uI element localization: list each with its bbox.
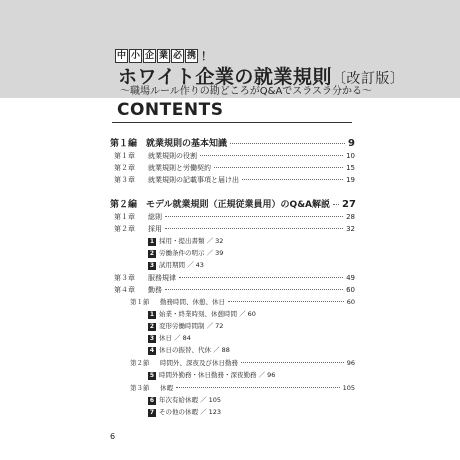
question-title: 休日 ／ 84 [159,334,191,342]
chapter-title: 就業規則と労働契約 [148,164,211,172]
question-number: 6 [149,397,155,404]
page-ref: 96 [346,359,355,367]
toc-question[interactable] [148,260,348,270]
chapter-title: 総則 [148,213,162,221]
toc-chapter[interactable] [110,212,355,222]
toc-question[interactable] [148,345,348,355]
toc-part[interactable] [110,197,355,210]
series-char: 中 [116,51,126,61]
leader-dots [165,228,343,229]
page-ref: 9 [348,138,355,149]
toc-chapter[interactable] [110,285,355,295]
toc-chapter[interactable] [110,151,355,161]
series-char: 小 [130,51,140,61]
part-label: 第２編 [110,200,138,210]
question-number: 3 [149,335,155,342]
part-label: 第１編 [110,139,138,149]
part-title: モデル就業規則（正規従業員用）のQ&A解説 [146,200,331,210]
toc-chapter[interactable] [110,224,355,234]
page-ref: 105 [342,384,355,392]
question-number: 1 [149,238,155,245]
book-edition: 〔改訂版〕 [331,71,405,87]
series-char: 企 [144,51,154,61]
page-ref: 19 [346,176,355,184]
toc-question[interactable] [148,248,348,258]
toc-question[interactable] [148,407,348,417]
toc-chapter[interactable] [110,273,355,283]
chapter-label: 第４章 [114,286,135,294]
chapter-title: 就業規則の記載事項と届け出 [148,176,239,184]
chapter-title: 採用 [148,225,162,233]
page-ref: 60 [346,298,355,306]
page-number: 6 [110,432,116,441]
page-ref: 49 [346,274,355,282]
leader-dots [200,155,343,156]
page-ref: 60 [346,286,355,294]
toc-question[interactable] [148,309,348,319]
question-number: 3 [149,262,155,269]
question-number: 2 [149,250,155,257]
leader-dots [165,289,343,290]
series-char: 携 [186,51,196,61]
page-ref: 10 [346,152,355,160]
series-char: 業 [158,51,168,61]
book-title-text: ホワイト企業の就業規則 [118,66,332,88]
toc-section[interactable] [130,297,355,306]
series-exclamation: ！ [201,50,212,63]
leader-dots [165,216,343,217]
chapter-label: 第１章 [114,152,135,160]
page-ref: 28 [346,213,355,221]
toc-question[interactable] [148,333,348,343]
chapter-label: 第２章 [114,164,135,172]
chapter-title: 勤務 [148,286,162,294]
question-number: 2 [149,323,155,330]
chapter-label: 第１章 [114,213,135,221]
chapter-label: 第３章 [114,274,135,282]
chapter-label: 第３章 [114,176,135,184]
book-header [0,0,460,98]
section-title: 時間外、深夜及び休日勤務 [160,359,238,367]
toc-question[interactable] [148,236,348,246]
leader-dots [214,167,343,168]
section-label: 第２節 [130,359,150,367]
page-ref: 32 [346,225,355,233]
chapter-title: 服務規律 [148,274,176,282]
question-title: 休日の振替、代休 ／ 88 [159,346,230,354]
question-title: 試用期間 ／ 43 [159,261,204,269]
contents-heading: CONTENTS [117,100,224,120]
section-label: 第１節 [130,298,150,306]
chapter-label: 第２章 [114,225,135,233]
question-title: 始業・終業時刻、休憩時間 ／ 60 [159,310,256,318]
section-label: 第３節 [130,384,150,392]
leader-dots [176,387,340,388]
leader-dots [333,204,339,205]
section-title: 勤務時間、休憩、休日 [160,298,225,306]
leader-dots [228,301,344,302]
section-title: 休暇 [160,384,173,392]
question-number: 5 [149,372,155,379]
question-title: 労働条件の明示 ／ 39 [159,249,224,257]
toc-section[interactable] [130,358,355,367]
question-number: 1 [149,311,155,318]
question-number: 7 [149,409,155,416]
toc-chapter[interactable] [110,163,355,173]
leader-dots [242,179,343,180]
series-char: 必 [172,51,182,61]
book-subtitle: 〜職場ルール作りの勘どころがQ&Aでスラスラ分かる〜 [120,86,373,97]
leader-dots [241,362,344,363]
toc-part[interactable] [110,136,355,149]
page-ref: 15 [346,164,355,172]
question-number: 4 [149,347,155,354]
part-title: 就業規則の基本知識 [146,139,228,149]
question-title: その他の休暇 ／ 123 [159,408,222,416]
heading-rule [112,122,352,123]
toc-chapter[interactable] [110,175,355,185]
chapter-title: 就業規則の役割 [148,152,197,160]
question-title: 変形労働時間制 ／ 72 [159,322,224,330]
question-title: 採用・提出書類 ／ 32 [159,237,224,245]
leader-dots [230,143,345,144]
toc-question[interactable] [148,395,348,405]
page-ref: 27 [342,199,356,210]
toc-question[interactable] [148,321,348,331]
question-title: 年次有給休暇 ／ 105 [159,396,222,404]
question-title: 時間外勤務・休日勤務・深夜勤務 ／ 96 [159,371,276,379]
leader-dots [179,277,343,278]
toc-section[interactable] [130,383,355,392]
toc-question[interactable] [148,370,348,380]
